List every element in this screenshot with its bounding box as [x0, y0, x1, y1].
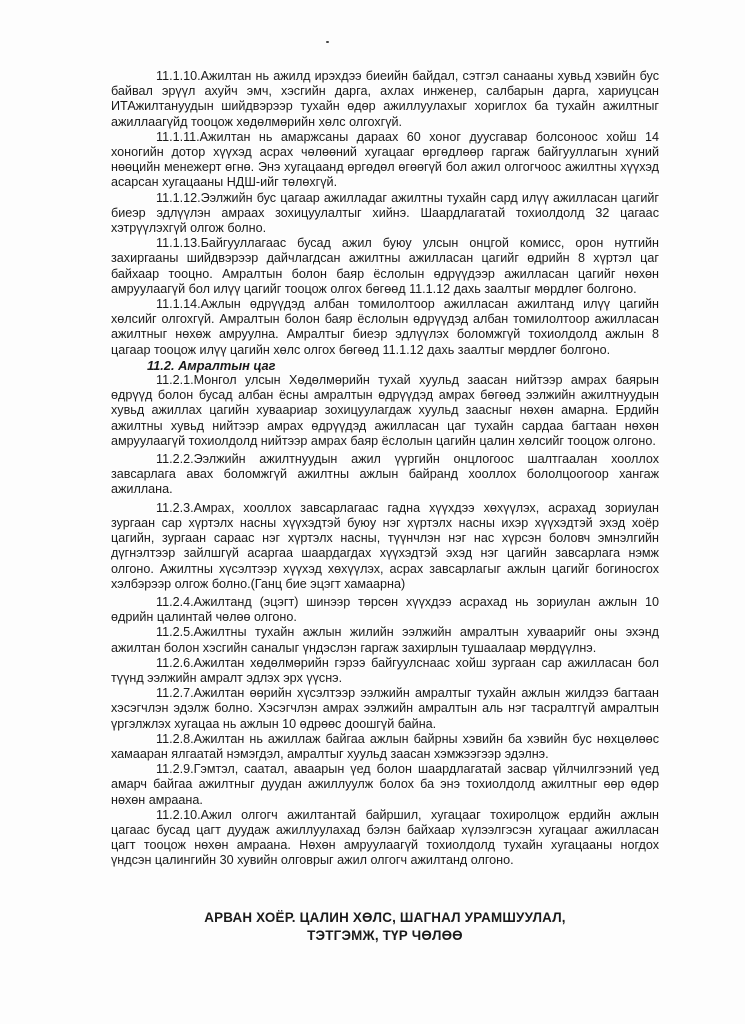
- paragraph-11-1-13: 11.1.13.Байгууллагаас бусад ажил буюу улсын онцгой комисс, орон нутгийн захиргааны шийдвэрээр дайчлагдсан ажилтны ажилласан цагийг өдрийн 8 хүртэл цаг байхаар тооцно. Амралтын болон баяр ёслолын өдрүүдээр ажилласан цагийг нөхөн амруулаагүй бол илүү цагийг тооцож олгох бөгөөд 11.1.12 дахь заалтыг мөрдлөг болгоно.: [111, 236, 659, 296]
- chapter-heading-line-1: АРВАН ХОЁР. ЦАЛИН ХӨЛС, ШАГНАЛ УРАМШУУЛАЛ,: [204, 910, 566, 925]
- paragraph-11-2-9: 11.2.9.Гэмтэл, саатал, аваарын үед болон шаардлагатай засвар үйлчилгээний үед амарч байгаа ажилтныг дуудан ажиллуулж болох ба энэ тохиолдолд ажилтныг өөр өдөр нөхөн амраана.: [111, 762, 659, 807]
- paragraph-11-1-10: 11.1.10.Ажилтан нь ажилд ирэхдээ биеийн байдал, сэтгэл санааны хувьд хэвийн бус байвал эрүүл ахуйч эмч, хэсгийн дарга, ахлах инженер, салбарын дарга, хариуцсан ИТАжилтануудын шийдвэрээр тухайн өдөр ажиллуулахыг хориглох ба тухайн ажилтныг ажиллаагүйд тооцож хөдөлмөрийн хөлс олгохгүй.: [111, 69, 659, 129]
- paragraph-11-2-8: 11.2.8.Ажилтан нь ажиллаж байгаа ажлын байрны хэвийн ба хэвийн бус нөхцөлөөс хамааран ялгаатай нэмэгдэл, амралтыг хуульд заасан хэмжээгээр эдэлнэ.: [111, 731, 659, 761]
- document-body: [111, 69, 659, 869]
- paragraph-11-2-10: 11.2.10.Ажил олгогч ажилтантай байршил, хугацааг тохиролцож ердийн ажлын цагаас бусад цагт дуудаж ажиллуулахад бэлэн байхаар хүлээлгэсэн хугацааг ажилласан цагт тооцож нөхөн амраана. Нөхөн амруулаагүй тохиолдолд тухайн хугацааны ногдох үндсэн цалингийн 30 хувийн олговрыг ажил олгогч ажилтанд олгоно.: [111, 807, 659, 868]
- paragraph-11-2-3: 11.2.3.Амрах, хооллох завсарлагаас гадна хүүхдээ хөхүүлэх, асрахад зориулан зургаан сар хүртэлх насны хүүхэдтэй буюу нэг хүртэлх насны ихэр хүүхэдтэй эхэд хоёр цагийн, зургаан сараас нэг хүртэлх насны, түүнчлэн нэг нас хүрсэн боловч эмнэлгийн дүгнэлтээр зайлшгүй асаргаа шаардагдах хүүхэдтэй эхэд нэг цагийн завсарлага нэмж олгоно. Ажилтны хүсэлтээр хүүхэд хөхүүлэх, асрах завсарлагыг ажлын цагийг богиносгох хэлбэрээр олгож болно.(Ганц бие эцэгт хамаарна): [111, 500, 659, 591]
- chapter-heading: [111, 909, 659, 945]
- paragraph-11-1-12: 11.1.12.Ээлжийн бус цагаар ажилладаг ажилтны тухайн сард илүү ажилласан цагийг биеэр эдлүүлэн амраах зохицуулалтыг хийнэ. Шаардлагатай тохиолдолд 32 цагаас хэтрүүлэхгүй олгож болно.: [111, 190, 659, 236]
- chapter-heading-line-2: ТЭТГЭМЖ, ТҮР ЧӨЛӨӨ: [307, 928, 463, 943]
- paragraph-11-2-6: 11.2.6.Ажилтан хөдөлмөрийн гэрээ байгуулснаас хойш зургаан сар ажилласан бол түүнд ээлжийн амралт эдлэх эрх үүснэ.: [111, 655, 659, 685]
- paragraph-11-1-14: 11.1.14.Ажлын өдрүүдэд албан томилолтоор ажилласан ажилтанд илүү цагийн хөлсийг олгохгүй. Амралтын болон баяр ёслолын өдрүүдэд албан томилолтоор ажилласан ажилтныг нөхөж амруулна. Амралтыг биеэр эдлүүлэх боломжгүй тохиолдолд ажлын 8 цагаар тооцож илүү цагийн хөлс олгох бөгөөд 11.1.12 дахь заалтыг мөрдлөг болгоно.: [111, 297, 659, 357]
- section-heading-11-2: 11.2. Амралтын цаг: [147, 357, 276, 373]
- paragraph-11-1-11: 11.1.11.Ажилтан нь амаржсаны дараах 60 хоног дуусгавар болсоноос хойш 14 хоногийн дотор хүүхэд асрах чөлөөний хугацааг өргөдлөөр гаргаж байгууллагын хүний нөөцийн менежерт өгнө. Энэ хугацаанд өргөдөл өгөөгүй бол ажил олгогчоос ажилтны хүүхэд асарсан хугацааны НДШ-ийг төлөхгүй.: [111, 129, 659, 190]
- paragraph-11-2-1: 11.2.1.Монгол улсын Хөдөлмөрийн тухай хуульд заасан нийтээр амрах баярын өдрүүд болон бусад албан ёсны амралтын өдрүүдэд амрах бөгөөд ээлжийн ажилтнуудын хувьд ажиллах цагийн хуваариар зохицуулагдаж хуульд заасныг нөхөн амарна. Ердийн ажилтны хувьд нийтээр амрах өдрүүдэд ажилласан цаг тухайн сардаа багтаан нөхөн амруулаагүй тохиолдолд нийтээр амрах баяр ёслолын цагийн цалин хөлсийг тооцож олгоно.: [111, 373, 659, 448]
- paragraph-11-2-2: 11.2.2.Ээлжийн ажилтнуудын ажил үүргийн онцлогоос шалтгаалан хооллох завсарлага авах боломжгүй ажилтны ажлын байранд хооллох бололцоогоор хангаж ажиллана.: [111, 452, 659, 497]
- paragraph-11-2-7: 11.2.7.Ажилтан өөрийн хүсэлтээр ээлжийн амралтыг тухайн ажлын жилдээ багтаан хэсэгчлэн эдэлж болно. Хэсэгчлэн амрах ээлжийн амралтын аль нэг тасралтгүй амралтын үргэлжлэх хугацаа нь ажлын 10 өдрөөс доошгүй байна.: [111, 686, 659, 731]
- paragraph-11-2-5: 11.2.5.Ажилтны тухайн ажлын жилийн ээлжийн амралтын хуваарийг оны эхэнд ажилтан болон хэсгийн саналыг үндэслэн гаргаж захирлын тушаалаар мөрдүүлнэ.: [111, 625, 659, 655]
- scan-speck: [326, 41, 329, 43]
- paragraph-11-2-4: 11.2.4.Ажилтанд (эцэгт) шинээр төрсөн хүүхдээ асрахад нь зориулан ажлын 10 өдрийн цалинтай чөлөө олгоно.: [111, 594, 659, 625]
